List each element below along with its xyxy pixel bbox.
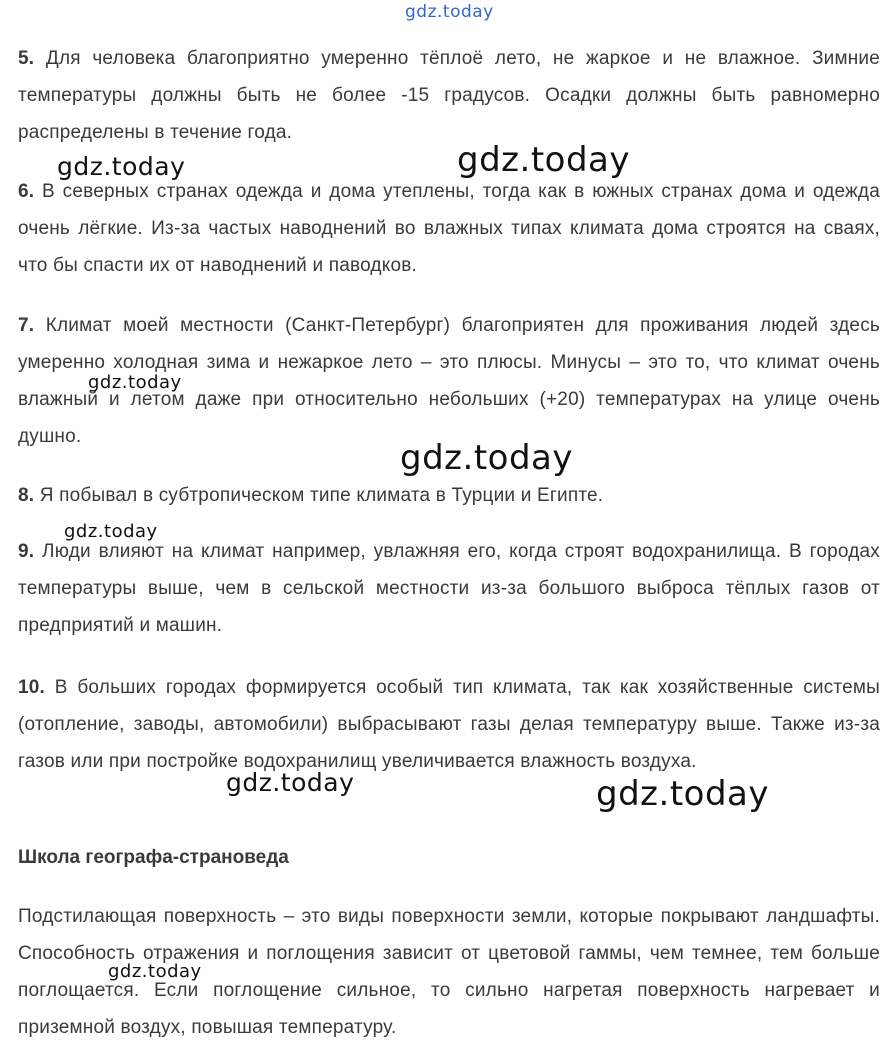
- paragraph-text: В северных странах одежда и дома утеплены, тогда как в южных странах дома и одежда очень лёгкие. Из-за частых наводнений во влажных типах климата дома строятся на сваях, что бы спасти их от наводнений и паводков.: [18, 181, 880, 276]
- paragraph-number: 9.: [18, 541, 35, 562]
- paragraph-9: [18, 533, 880, 644]
- paragraph-number: 5.: [18, 48, 35, 69]
- watermark: gdz.today: [57, 152, 186, 181]
- paragraph-number: 6.: [18, 181, 35, 202]
- section-paragraph: Подстилающая поверхность – это виды поверхности земли, которые покрывают ландшафты. Способность отражения и поглощения зависит от цветовой гаммы, чем темнее, тем больше поглощается. Если поглощение сильное, то сильно нагретая поверхность нагревает и приземной воздух, повышая температуру.: [18, 906, 880, 1038]
- paragraph-number: 8.: [18, 485, 35, 506]
- paragraph-number: 7.: [18, 315, 35, 336]
- paragraph-6: [18, 173, 880, 284]
- watermark: gdz.today: [64, 521, 158, 542]
- paragraph-10: [18, 669, 880, 780]
- paragraph-text: Я побывал в субтропическом типе климата в Турции и Египте.: [39, 485, 604, 506]
- watermark-top: gdz.today: [405, 2, 494, 22]
- watermark: gdz.today: [400, 438, 573, 478]
- paragraph-text: Люди влияют на климат например, увлажняя его, когда строят водохранилища. В городах температуры выше, чем в сельской местности из-за большого выброса тёплых газов от предприятий и машин.: [18, 541, 880, 636]
- section-heading: Школа географа-страноведа: [18, 847, 289, 868]
- watermark: gdz.today: [108, 961, 202, 982]
- paragraph-text: Климат моей местности (Санкт-Петербург) благоприятен для проживания людей здесь умеренно холодная зима и нежаркое лето – это плюсы. Минусы – это то, что климат очень влажный и летом даже при относительно небольших (+20) температурах на улице очень душно.: [18, 315, 880, 447]
- paragraph-text: Для человека благоприятно умеренно тёплоё лето, не жаркое и не влажное. Зимние температуры должны быть не более -15 градусов. Осадки должны быть равномерно распределены в течение года.: [18, 48, 880, 143]
- watermark: gdz.today: [596, 774, 769, 814]
- paragraph-5: [18, 40, 880, 151]
- paragraph-text: В больших городах формируется особый тип климата, так как хозяйственные системы (отопление, заводы, автомобили) выбрасывают газы делая температуру выше. Также из-за газов или при постройке водохранилищ увеличивается влажность воздуха.: [18, 677, 880, 772]
- paragraph-number: 10.: [18, 677, 46, 698]
- watermark: gdz.today: [457, 140, 630, 180]
- watermark: gdz.today: [226, 768, 355, 797]
- paragraph-8: [18, 477, 880, 514]
- watermark: gdz.today: [88, 372, 182, 393]
